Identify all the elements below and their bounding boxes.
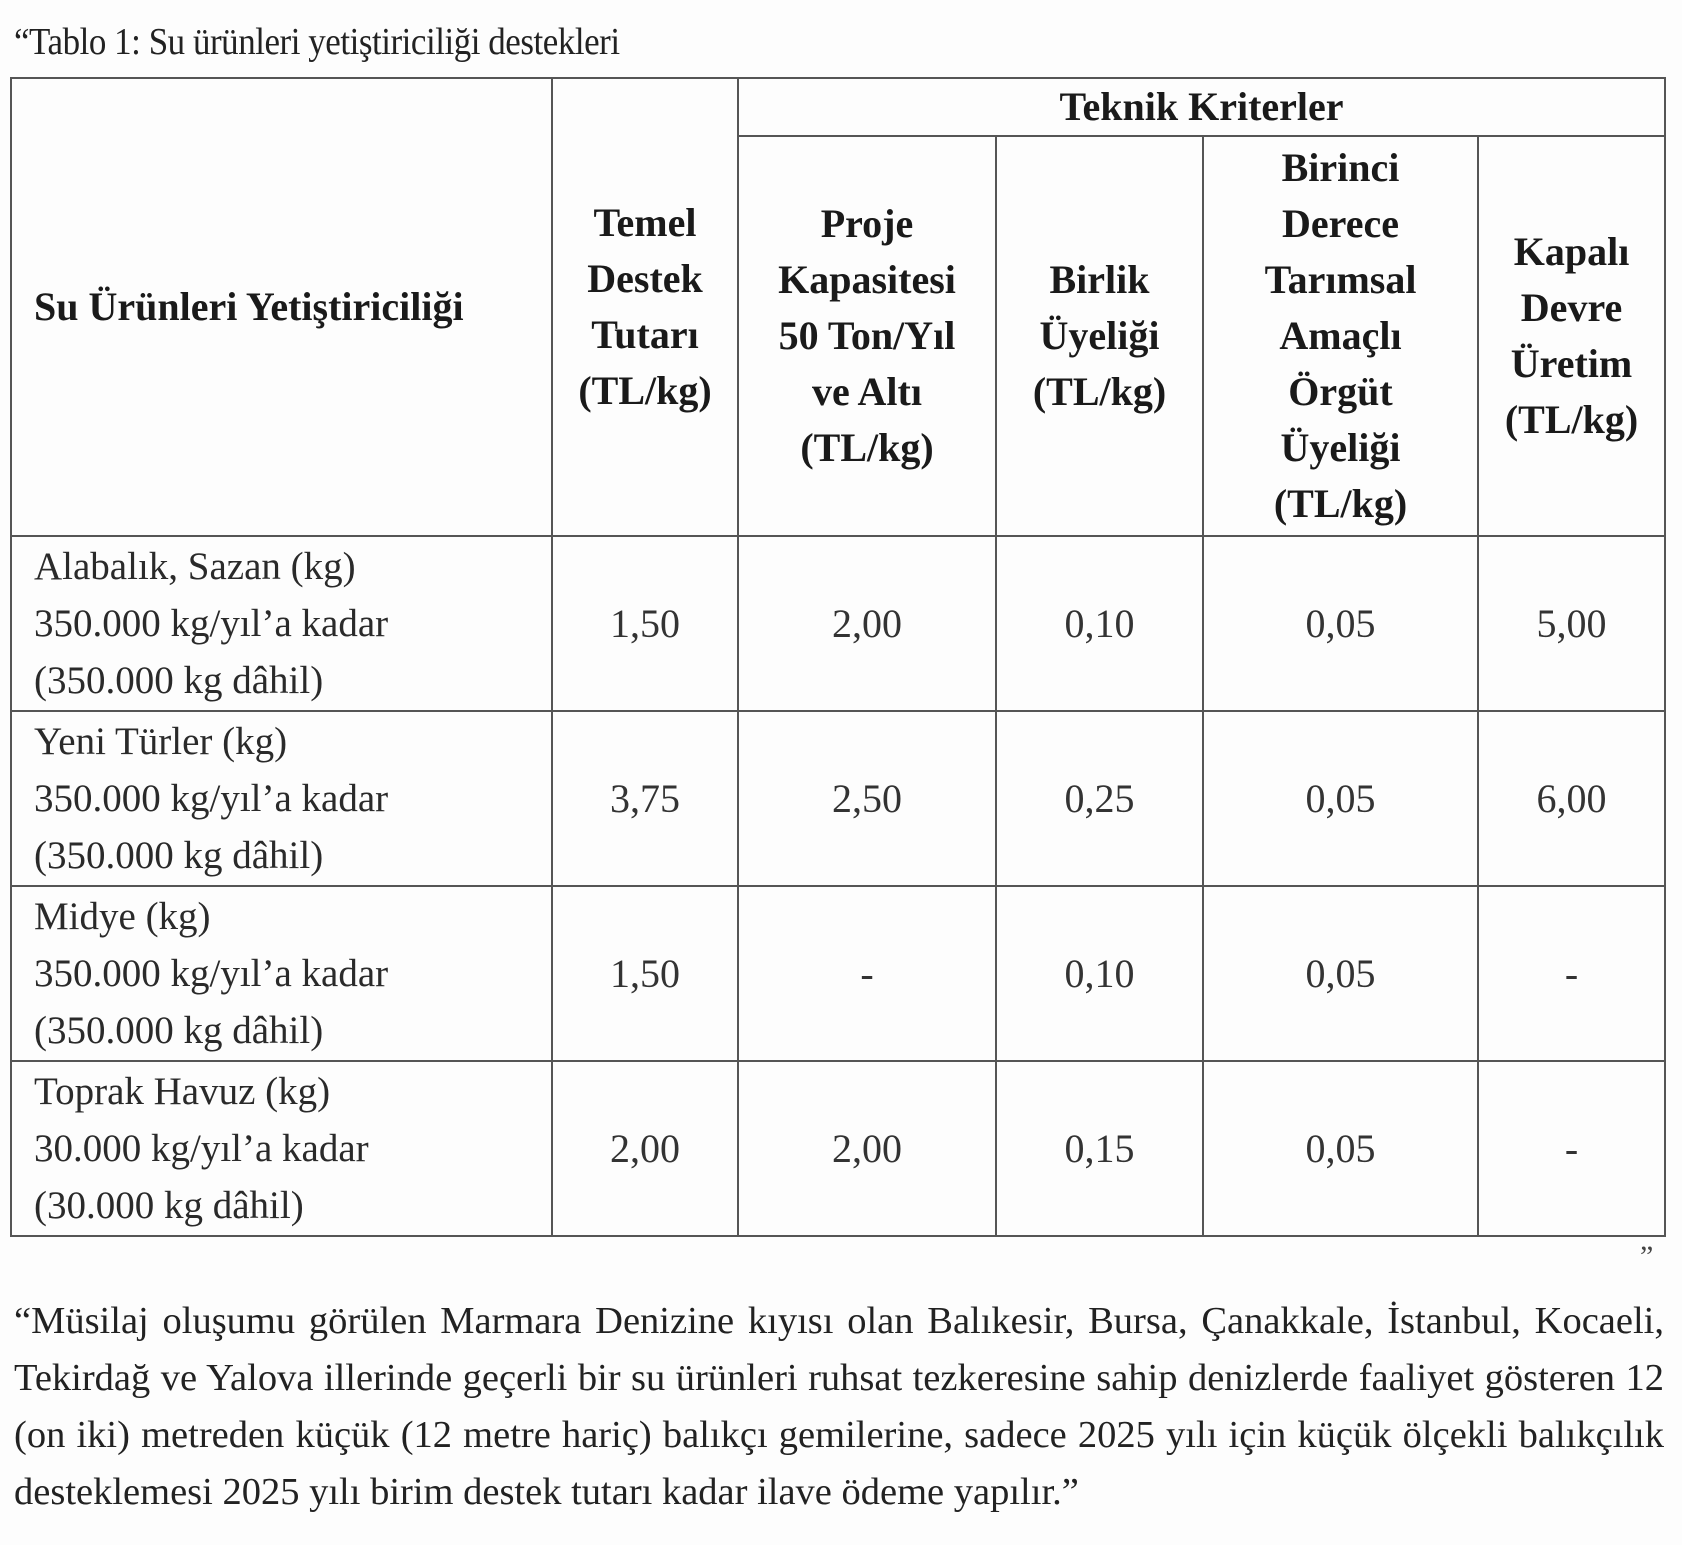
row-label-line: 350.000 kg/yıl’a kadar (34, 952, 389, 995)
header-line: Kapalı (1513, 229, 1630, 274)
support-table (10, 77, 1666, 1237)
cell-project-capacity: 2,00 (738, 536, 996, 711)
cell-base-support: 3,75 (552, 711, 738, 886)
header-product-type-label: Su Ürünleri Yetiştiriciliği (34, 284, 464, 329)
header-line: Örgüt (1288, 369, 1393, 414)
header-line: Birinci (1281, 145, 1400, 190)
header-base-support (552, 78, 738, 536)
table-row (11, 1061, 1665, 1236)
header-union-membership (996, 136, 1203, 536)
row-label-line: 350.000 kg/yıl’a kadar (34, 602, 389, 645)
table-row (11, 711, 1665, 886)
cell-base-support: 1,50 (552, 886, 738, 1061)
row-label (11, 536, 552, 711)
header-line: Üyeliği (1039, 313, 1160, 358)
header-line: Derece (1282, 201, 1399, 246)
amendment-paragraph: “Müsilaj oluşumu görülen Marmara Denizine kıyısı olan Balıkesir, Bursa, Çanakkale, İstanbul, Kocaeli, Tekirdağ ve Yalova illerinde geçerli bir su ürünleri ruhsat tezkeresine sahip denizlerde faaliyet gösteren 12 (on iki) metreden küçük (12 metre hariç) balıkçı gemilerine, sadece 2025 yılı için küçük ölçekli balıkçılık desteklemesi 2025 yılı birim destek tutarı kadar ilave ödeme yapılır.” (14, 1300, 1664, 1513)
row-label-line: (350.000 kg dâhil) (34, 834, 324, 877)
header-closed-circuit (1478, 136, 1665, 536)
row-label-line: (350.000 kg dâhil) (34, 1009, 324, 1052)
header-product-type (11, 78, 552, 536)
row-label-line: (350.000 kg dâhil) (34, 659, 324, 702)
row-label-line: 350.000 kg/yıl’a kadar (34, 777, 389, 820)
cell-closed-circuit: - (1478, 1061, 1665, 1236)
header-line: (TL/kg) (800, 425, 934, 470)
header-line: (TL/kg) (1273, 481, 1408, 526)
header-line: Üretim (1510, 341, 1633, 386)
row-label-line: Midye (kg) (34, 895, 211, 938)
row-label-line: Yeni Türler (kg) (34, 720, 288, 763)
cell-primary-org-membership: 0,05 (1203, 886, 1478, 1061)
header-line: (TL/kg) (578, 368, 712, 413)
row-label-line: 30.000 kg/yıl’a kadar (34, 1127, 369, 1170)
cell-union-membership: 0,15 (996, 1061, 1203, 1236)
table-caption: “Tablo 1: Su ürünleri yetiştiriciliği destekleri (14, 21, 620, 63)
table-row (11, 536, 1665, 711)
row-label (11, 1061, 552, 1236)
cell-closed-circuit: 6,00 (1478, 711, 1665, 886)
cell-union-membership: 0,10 (996, 536, 1203, 711)
cell-closed-circuit: 5,00 (1478, 536, 1665, 711)
cell-primary-org-membership: 0,05 (1203, 536, 1478, 711)
header-line: Amaçlı (1279, 313, 1402, 358)
header-line: Destek (587, 256, 703, 301)
header-line: Tarımsal (1264, 257, 1417, 302)
header-primary-org-membership (1203, 136, 1478, 536)
cell-project-capacity: 2,00 (738, 1061, 996, 1236)
row-label-line: Toprak Havuz (kg) (34, 1070, 331, 1113)
header-line: Kapasitesi (778, 257, 956, 302)
header-line: Üyeliği (1280, 425, 1401, 470)
header-technical-criteria (738, 78, 1665, 136)
header-line: Devre (1520, 285, 1623, 330)
row-label-line: Alabalık, Sazan (kg) (34, 545, 356, 588)
cell-primary-org-membership: 0,05 (1203, 1061, 1478, 1236)
header-line: 50 Ton/Yıl (778, 313, 956, 358)
header-technical-criteria-label: Teknik Kriterler (1059, 84, 1344, 129)
header-line: (TL/kg) (1032, 369, 1167, 414)
header-line: Proje (820, 201, 914, 246)
header-line: Temel (593, 200, 697, 245)
cell-primary-org-membership: 0,05 (1203, 711, 1478, 886)
row-label (11, 711, 552, 886)
cell-base-support: 2,00 (552, 1061, 738, 1236)
row-label (11, 886, 552, 1061)
header-line: Birlik (1049, 257, 1150, 302)
header-line: (TL/kg) (1504, 397, 1639, 442)
row-label-line: (30.000 kg dâhil) (34, 1184, 304, 1227)
cell-base-support: 1,50 (552, 536, 738, 711)
cell-union-membership: 0,25 (996, 711, 1203, 886)
header-project-capacity (738, 136, 996, 536)
header-line: Tutarı (591, 312, 699, 357)
table-row (11, 886, 1665, 1061)
cell-project-capacity: - (738, 886, 996, 1061)
cell-closed-circuit: - (1478, 886, 1665, 1061)
cell-project-capacity: 2,50 (738, 711, 996, 886)
cell-union-membership: 0,10 (996, 886, 1203, 1061)
header-line: ve Altı (812, 369, 922, 414)
closing-quote-mark: ” (1640, 1240, 1654, 1273)
